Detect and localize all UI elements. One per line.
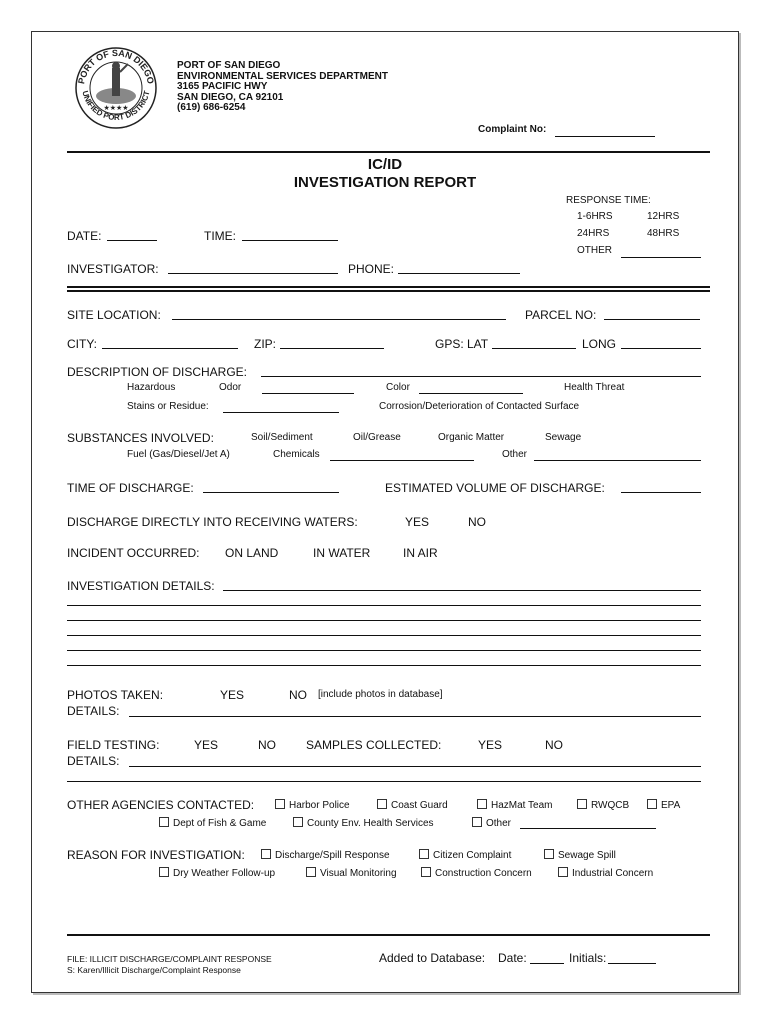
site-location-label: SITE LOCATION: <box>67 308 161 322</box>
header-divider <box>67 151 710 153</box>
agency-harbor-police-label: Harbor Police <box>289 800 350 811</box>
footer-file-line: FILE: ILLICIT DISCHARGE/COMPLAINT RESPONSE <box>67 954 272 964</box>
rwqcb-checkbox[interactable] <box>577 799 587 809</box>
hazmat-checkbox[interactable] <box>477 799 487 809</box>
city-field[interactable] <box>102 348 238 349</box>
agency-rwqcb-label: RWQCB <box>591 800 630 811</box>
samples-yes[interactable]: YES <box>478 738 503 752</box>
footer-path-line: S: Karen/Illicit Discharge/Complaint Response <box>67 965 241 975</box>
added-to-database-label: Added to Database: <box>379 951 486 965</box>
time-of-discharge-label: TIME OF DISCHARGE: <box>67 481 194 495</box>
investigation-details-line-1[interactable] <box>223 590 701 591</box>
database-initials-field[interactable] <box>608 963 656 964</box>
visual-monitoring-checkbox[interactable] <box>306 867 316 877</box>
agency-other-field[interactable] <box>520 828 656 829</box>
response-24hrs[interactable]: 24HRS <box>577 228 610 239</box>
phone-field[interactable] <box>398 273 520 274</box>
estimated-volume-label: ESTIMATED VOLUME OF DISCHARGE: <box>385 481 605 495</box>
response-other-field[interactable] <box>621 257 701 258</box>
substance-chemicals-field[interactable] <box>330 460 474 461</box>
report-form <box>31 31 739 993</box>
zip-field[interactable] <box>280 348 384 349</box>
discharge-description-label: DESCRIPTION OF DISCHARGE: <box>67 365 248 379</box>
incident-on-land[interactable]: ON LAND <box>225 546 279 560</box>
agency-other-checkbox[interactable] <box>472 817 482 827</box>
photos-note: [include photos in database] <box>318 689 443 700</box>
field-testing-no[interactable]: NO <box>258 738 276 752</box>
section-divider-top <box>67 286 710 288</box>
investigation-details-line-2[interactable] <box>67 605 701 606</box>
investigator-field[interactable] <box>168 273 338 274</box>
section-divider-bottom <box>67 290 710 292</box>
field-testing-label: FIELD TESTING: <box>67 738 160 752</box>
discharge-description-field[interactable] <box>261 376 701 377</box>
other-agencies-label: OTHER AGENCIES CONTACTED: <box>67 798 255 812</box>
date-field[interactable] <box>107 240 157 241</box>
reason-sewage-spill[interactable] <box>544 849 616 861</box>
discharge-color-field[interactable] <box>419 393 523 394</box>
investigation-details-line-3[interactable] <box>67 620 701 621</box>
response-12hrs[interactable]: 12HRS <box>647 211 680 222</box>
discharge-hazardous[interactable]: Hazardous <box>127 382 176 393</box>
field-testing-yes[interactable]: YES <box>194 738 219 752</box>
reason-construction[interactable] <box>421 867 532 879</box>
epa-checkbox[interactable] <box>647 799 657 809</box>
time-of-discharge-field[interactable] <box>203 492 339 493</box>
reason-construction-label: Construction Concern <box>435 868 532 879</box>
reason-spill-response[interactable] <box>261 849 390 861</box>
site-location-field[interactable] <box>172 319 506 320</box>
photos-no[interactable]: NO <box>289 688 307 702</box>
discharge-stains-field[interactable] <box>223 412 339 413</box>
form-title-code: IC/ID <box>367 156 403 173</box>
response-48hrs[interactable]: 48HRS <box>647 228 680 239</box>
discharge-odor-label: Odor <box>219 382 242 393</box>
agency-coast-guard[interactable] <box>377 799 448 811</box>
svg-text:★★★★: ★★★★ <box>103 105 129 112</box>
agency-hazmat[interactable] <box>477 799 553 811</box>
org-address-block <box>177 61 388 114</box>
discharge-health-threat[interactable]: Health Threat <box>564 382 625 393</box>
reason-label: REASON FOR INVESTIGATION: <box>67 848 245 862</box>
org-street: 3165 PACIFIC HWY <box>177 81 268 92</box>
date-label: DATE: <box>67 229 102 243</box>
incident-in-air[interactable]: IN AIR <box>403 546 438 560</box>
port-seal-logo <box>74 46 158 130</box>
substance-chemicals-label: Chemicals <box>273 449 320 460</box>
discharge-stains-label: Stains or Residue: <box>127 401 209 412</box>
response-time-label: RESPONSE TIME: <box>566 195 651 206</box>
svg-text:UNIFIED PORT DISTRICT: UNIFIED PORT DISTRICT <box>80 89 152 123</box>
agency-other-label: Other <box>486 818 512 829</box>
agency-epa-label: EPA <box>661 800 681 811</box>
investigation-details-label: INVESTIGATION DETAILS: <box>67 579 215 593</box>
dry-weather-checkbox[interactable] <box>159 867 169 877</box>
response-other-label: OTHER <box>577 245 612 256</box>
substance-soil[interactable]: Soil/Sediment <box>251 432 313 443</box>
incident-in-water[interactable]: IN WATER <box>313 546 371 560</box>
substances-label: SUBSTANCES INVOLVED: <box>67 431 214 445</box>
complaint-no-label: Complaint No: <box>478 124 547 135</box>
response-1-6hrs[interactable]: 1-6HRS <box>577 211 613 222</box>
agency-fish-game-label: Dept of Fish & Game <box>173 818 267 829</box>
database-date-field[interactable] <box>530 963 564 964</box>
complaint-no-field[interactable] <box>555 136 655 137</box>
spill-response-checkbox[interactable] <box>261 849 271 859</box>
industrial-checkbox[interactable] <box>558 867 568 877</box>
agency-epa[interactable] <box>647 799 680 811</box>
reason-citizen-complaint-label: Citizen Complaint <box>433 850 512 861</box>
sewage-spill-checkbox[interactable] <box>544 849 554 859</box>
agency-county-env-label: County Env. Health Services <box>307 818 434 829</box>
investigation-details-line-4[interactable] <box>67 635 701 636</box>
agency-coast-guard-label: Coast Guard <box>391 800 448 811</box>
receiving-waters-yes[interactable]: YES <box>405 515 430 529</box>
investigation-details-line-5[interactable] <box>67 650 701 651</box>
database-initials-label: Initials: <box>569 951 607 965</box>
substance-other-field[interactable] <box>534 460 701 461</box>
form-title: INVESTIGATION REPORT <box>293 174 477 191</box>
reason-sewage-spill-label: Sewage Spill <box>558 850 616 861</box>
coast-guard-checkbox[interactable] <box>377 799 387 809</box>
harbor-police-checkbox[interactable] <box>275 799 285 809</box>
reason-spill-response-label: Discharge/Spill Response <box>275 850 390 861</box>
incident-occurred-label: INCIDENT OCCURRED: <box>67 546 200 560</box>
gps-lat-label: GPS: LAT <box>435 337 489 351</box>
substance-other-label: Other <box>502 449 528 460</box>
reason-dry-weather-label: Dry Weather Follow-up <box>173 868 276 879</box>
zip-label: ZIP: <box>254 337 277 351</box>
construction-checkbox[interactable] <box>421 867 431 877</box>
field-testing-details-field[interactable] <box>129 766 701 767</box>
discharge-odor-field[interactable] <box>262 393 354 394</box>
reason-visual-monitoring[interactable] <box>306 867 397 879</box>
svg-text:PORT OF SAN DIEGO: PORT OF SAN DIEGO <box>76 47 156 85</box>
photos-details-label: DETAILS: <box>67 704 120 718</box>
substance-organic[interactable]: Organic Matter <box>438 432 505 443</box>
county-env-checkbox[interactable] <box>293 817 303 827</box>
city-label: CITY: <box>67 337 98 351</box>
substance-sewage[interactable]: Sewage <box>545 432 582 443</box>
agency-other[interactable] <box>472 817 511 829</box>
time-label: TIME: <box>204 229 236 243</box>
org-phone: (619) 686-6254 <box>177 102 246 113</box>
citizen-complaint-checkbox[interactable] <box>419 849 429 859</box>
substance-fuel[interactable]: Fuel (Gas/Diesel/Jet A) <box>127 449 230 460</box>
fish-game-checkbox[interactable] <box>159 817 169 827</box>
reason-industrial[interactable] <box>558 867 653 879</box>
gps-lat-field[interactable] <box>492 348 576 349</box>
agency-fish-game[interactable] <box>159 817 266 829</box>
samples-no[interactable]: NO <box>545 738 563 752</box>
org-department: ENVIRONMENTAL SERVICES DEPARTMENT <box>177 70 388 82</box>
agency-harbor-police[interactable] <box>275 799 350 811</box>
discharge-color-label: Color <box>386 382 410 393</box>
receiving-waters-label: DISCHARGE DIRECTLY INTO RECEIVING WATERS: <box>67 515 358 529</box>
investigation-details-line-6[interactable] <box>67 665 701 666</box>
database-date-label: Date: <box>498 951 527 965</box>
footer-divider <box>67 934 710 936</box>
reason-industrial-label: Industrial Concern <box>572 868 654 879</box>
substance-oil[interactable]: Oil/Grease <box>353 432 401 443</box>
time-field[interactable] <box>242 240 338 241</box>
photos-taken-label: PHOTOS TAKEN: <box>67 688 164 702</box>
samples-collected-label: SAMPLES COLLECTED: <box>306 738 442 752</box>
receiving-waters-no[interactable]: NO <box>468 515 486 529</box>
gps-long-label: LONG <box>582 337 617 351</box>
estimated-volume-field[interactable] <box>621 492 701 493</box>
agency-rwqcb[interactable] <box>577 799 629 811</box>
discharge-corrosion[interactable]: Corrosion/Deterioration of Contacted Surface <box>379 401 580 412</box>
gps-long-field[interactable] <box>621 348 701 349</box>
org-name: PORT OF SAN DIEGO <box>177 60 281 71</box>
org-city: SAN DIEGO, CA 92101 <box>177 91 284 103</box>
reason-dry-weather[interactable] <box>159 867 275 879</box>
parcel-no-label: PARCEL NO: <box>525 308 597 322</box>
field-testing-details-line-2[interactable] <box>67 781 701 782</box>
reason-visual-monitoring-label: Visual Monitoring <box>320 868 397 879</box>
photos-yes[interactable]: YES <box>220 688 245 702</box>
phone-label: PHONE: <box>348 262 395 276</box>
parcel-no-field[interactable] <box>604 319 700 320</box>
investigator-label: INVESTIGATOR: <box>67 262 159 276</box>
reason-citizen-complaint[interactable] <box>419 849 511 861</box>
photos-details-field[interactable] <box>129 716 701 717</box>
field-testing-details-label: DETAILS: <box>67 754 120 768</box>
agency-hazmat-label: HazMat Team <box>491 800 553 811</box>
agency-county-env[interactable] <box>293 817 434 829</box>
